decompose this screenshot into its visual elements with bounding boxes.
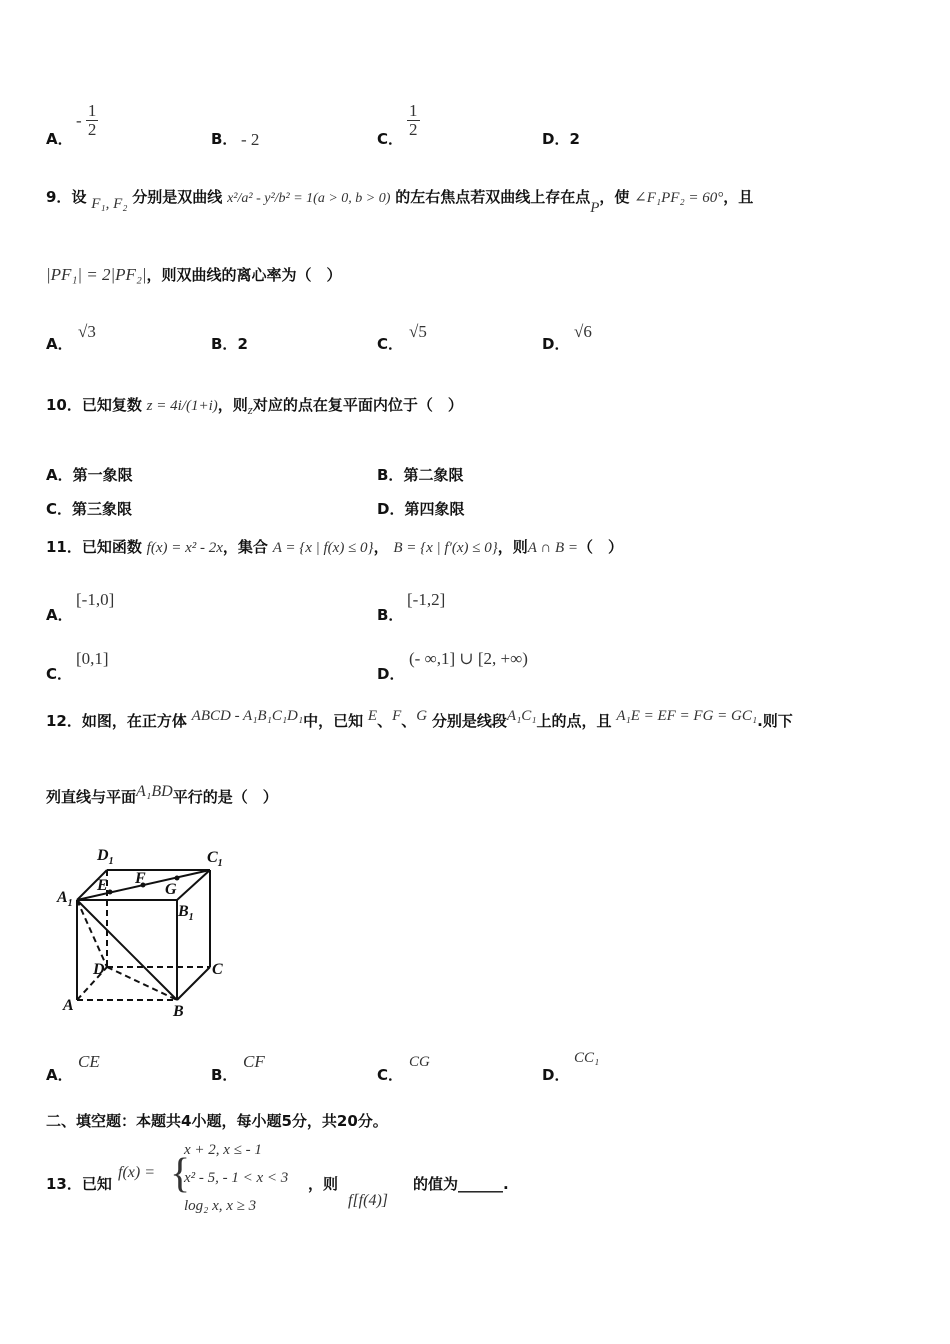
segment-a1d (77, 900, 107, 967)
q12-option-c-value: CG (409, 1054, 430, 1070)
segment-a1b (77, 900, 177, 1000)
q11-option-b-label: B． (377, 606, 404, 624)
q9-option-c-label: C． (377, 335, 404, 353)
q13-cases: x + 2, x ≤ - 1 x² - 5, - 1 < x < 3 log₂ x, x ≥ 3 (184, 1142, 289, 1214)
q13-expr: f[f(4)] (348, 1192, 388, 1209)
segment-bd (107, 967, 177, 1000)
q9-option-b-label: B．2 (211, 335, 248, 353)
q9-option-d-value: √6 (574, 322, 592, 341)
section-2-title: 二、填空题：本题共4小题，每小题5分，共20分。 (46, 1112, 388, 1130)
label-a: A (63, 997, 74, 1014)
q11-option-c-label: C． (46, 665, 73, 683)
q11-option-c-value: [0,1] (76, 649, 109, 668)
label-g: G (165, 881, 177, 898)
q11-option-d-value: (- ∞,1] ∪ [2, +∞) (409, 649, 528, 668)
q9-option-d-label: D． (542, 335, 570, 353)
q13-ask: 的值为______. (413, 1175, 509, 1193)
q11-option-a-value: [-1,0] (76, 590, 115, 609)
label-b1: $B_1$ (178, 903, 194, 923)
q12-option-b-value: CF (243, 1052, 265, 1071)
q9-option-a-value: √3 (78, 322, 96, 341)
label-e: E (97, 877, 108, 894)
q11-option-d-label: D． (377, 665, 405, 683)
q12-option-d-label: D． (542, 1066, 570, 1084)
q12-option-d-value: CC₁ (574, 1050, 600, 1066)
q11-option-a-label: A． (46, 606, 73, 624)
question-12-line2: 列直线与平面A₁BD平行的是（ ） (46, 783, 278, 806)
q11-option-b-value: [-1,2] (407, 590, 446, 609)
label-d1: $D_1$ (97, 847, 114, 867)
q8-option-a-value: - $\frac{1}{2}$ (76, 101, 97, 139)
question-10: 10．已知复数 z = 4i/(1+i)，则z对应的点在复平面内位于（ ） (46, 396, 463, 417)
q12-option-b-label: B． (211, 1066, 238, 1084)
q9-option-a-label: A． (46, 335, 73, 353)
q13-func: f(x) = (118, 1164, 155, 1181)
q12-option-c-label: C． (377, 1066, 404, 1084)
question-9-line2: |PF₁| = 2|PF₂|，则双曲线的离心率为（ ） (46, 265, 342, 284)
label-c1: $C_1$ (207, 849, 223, 869)
q13-mid: ，则 (308, 1175, 339, 1193)
q8-option-c-label: C． (377, 130, 404, 148)
q13-brace: { (170, 1151, 191, 1197)
point-e (108, 890, 113, 895)
q8-option-c-value: $\frac{1}{2}$ (409, 101, 418, 139)
q10-option-a: A．第一象限 (46, 466, 133, 484)
label-b: B (173, 1003, 184, 1020)
q8-option-b-value: - 2 (241, 130, 260, 149)
label-c: C (212, 961, 223, 978)
q9-option-c-value: √5 (409, 322, 427, 341)
q8-option-d-label: D．2 (542, 130, 580, 148)
edge-bc (177, 967, 210, 1000)
label-d: D (93, 961, 105, 978)
q10-option-b: B．第二象限 (377, 466, 464, 484)
q12-option-a-value: CE (78, 1052, 100, 1071)
label-f: F (135, 870, 146, 887)
q10-option-d: D．第四象限 (377, 500, 465, 518)
q13-prefix: 13．已知 (46, 1175, 112, 1193)
label-a1: $A_1$ (57, 889, 73, 909)
question-12: 12．如图，在正方体 ABCD - A₁B₁C₁D₁中，已知 E、F、G 分别是线段A₁C₁上的点，且 A₁E = EF = FG = GC₁.则下 (46, 708, 793, 730)
question-11: 11．已知函数 f(x) = x² - 2x，集合 A = {x | f(x) ≤ 0}， B = {x | f′(x) ≤ 0}，则A ∩ B =（ ） (46, 538, 624, 556)
question-9: 9．设 F₁, F₂ 分别是双曲线 x²/a² - y²/b² = 1(a > 0, b > 0) 的左右焦点若双曲线上存在点P，使 ∠F₁PF₂ = 60°，且 (46, 188, 754, 216)
point-g (175, 876, 180, 881)
q10-option-c: C．第三象限 (46, 500, 133, 518)
q12-option-a-label: A． (46, 1066, 73, 1084)
q8-option-a-label: A． (46, 130, 73, 148)
cube-figure (55, 842, 245, 1022)
q8-option-b-label: B． (211, 130, 238, 148)
